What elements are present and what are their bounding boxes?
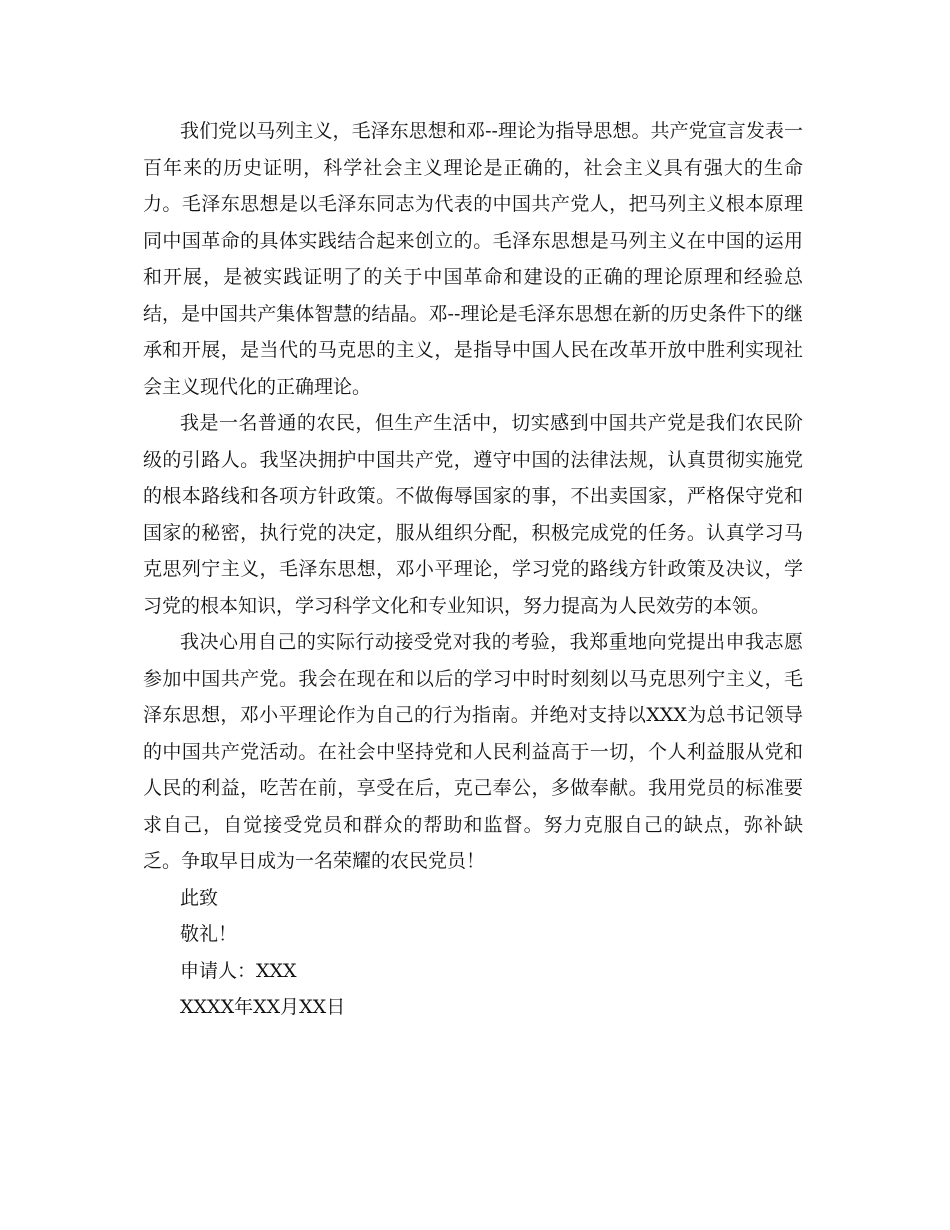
closing-regards: 敬礼！ — [180, 923, 238, 945]
application-date: XXXX年XX月XX日 — [180, 996, 346, 1018]
paragraph-farmer-pledge: 我是一名普通的农民，但生产生活中，切实感到中国共产党是我们农民阶级的引路人。我坚决拥护中国共产党，遵守中国的法律法规，认真贯彻实施党的根本路线和各项方针政策。不做侮辱国家的事，不出卖国家，严格保守党和国家的秘密，执行党的决定，服从组织分配，积极完成党的任务。认真学习马克思列宁主义，毛泽东思想，邓小平理论，学习党的路线方针政策及决议，学习党的根本知识，学习科学文化和专业知识，努力提高为人民效劳的本领。 — [143, 412, 803, 617]
document-body — [143, 113, 803, 1026]
paragraph-guiding-ideology: 我们党以马列主义，毛泽东思想和邓--理论为指导思想。共产党宣言发表一百年来的历史证明，科学社会主义理论是正确的，社会主义具有强大的生命力。毛泽东思想是以毛泽东同志为代表的中国共产党人，把马列主义根本原理同中国革命的具体实践结合起来创立的。毛泽东思想是马列主义在中国的运用和开展，是被实践证明了的关于中国革命和建设的正确的理论原理和经验总结，是中国共产集体智慧的结晶。邓--理论是毛泽东思想在新的历史条件下的继承和开展，是当代的马克思的主义，是指导中国人民在改革开放中胜利实现社会主义现代化的正确理论。 — [143, 120, 803, 398]
closing-salutation: 此致 — [180, 886, 219, 909]
paragraph-application-resolve: 我决心用自己的实际行动接受党对我的考验，我郑重地向党提出申我志愿参加中国共产党。我会在现在和以后的学习中时时刻刻以马克思列宁主义，毛泽东思想，邓小平理论作为自己的行为指南。并绝对支持以XXX为总书记领导的中国共产党活动。在社会中坚持党和人民利益高于一切，个人利益服从党和人民的利益，吃苦在前，享受在后，克己奉公，多做奉献。我用党员的标准要求自己，自觉接受党员和群众的帮助和监督。努力克服自己的缺点，弥补缺乏。争取早日成为一名荣耀的农民党员！ — [143, 631, 803, 872]
applicant-name: 申请人：XXX — [180, 959, 297, 982]
